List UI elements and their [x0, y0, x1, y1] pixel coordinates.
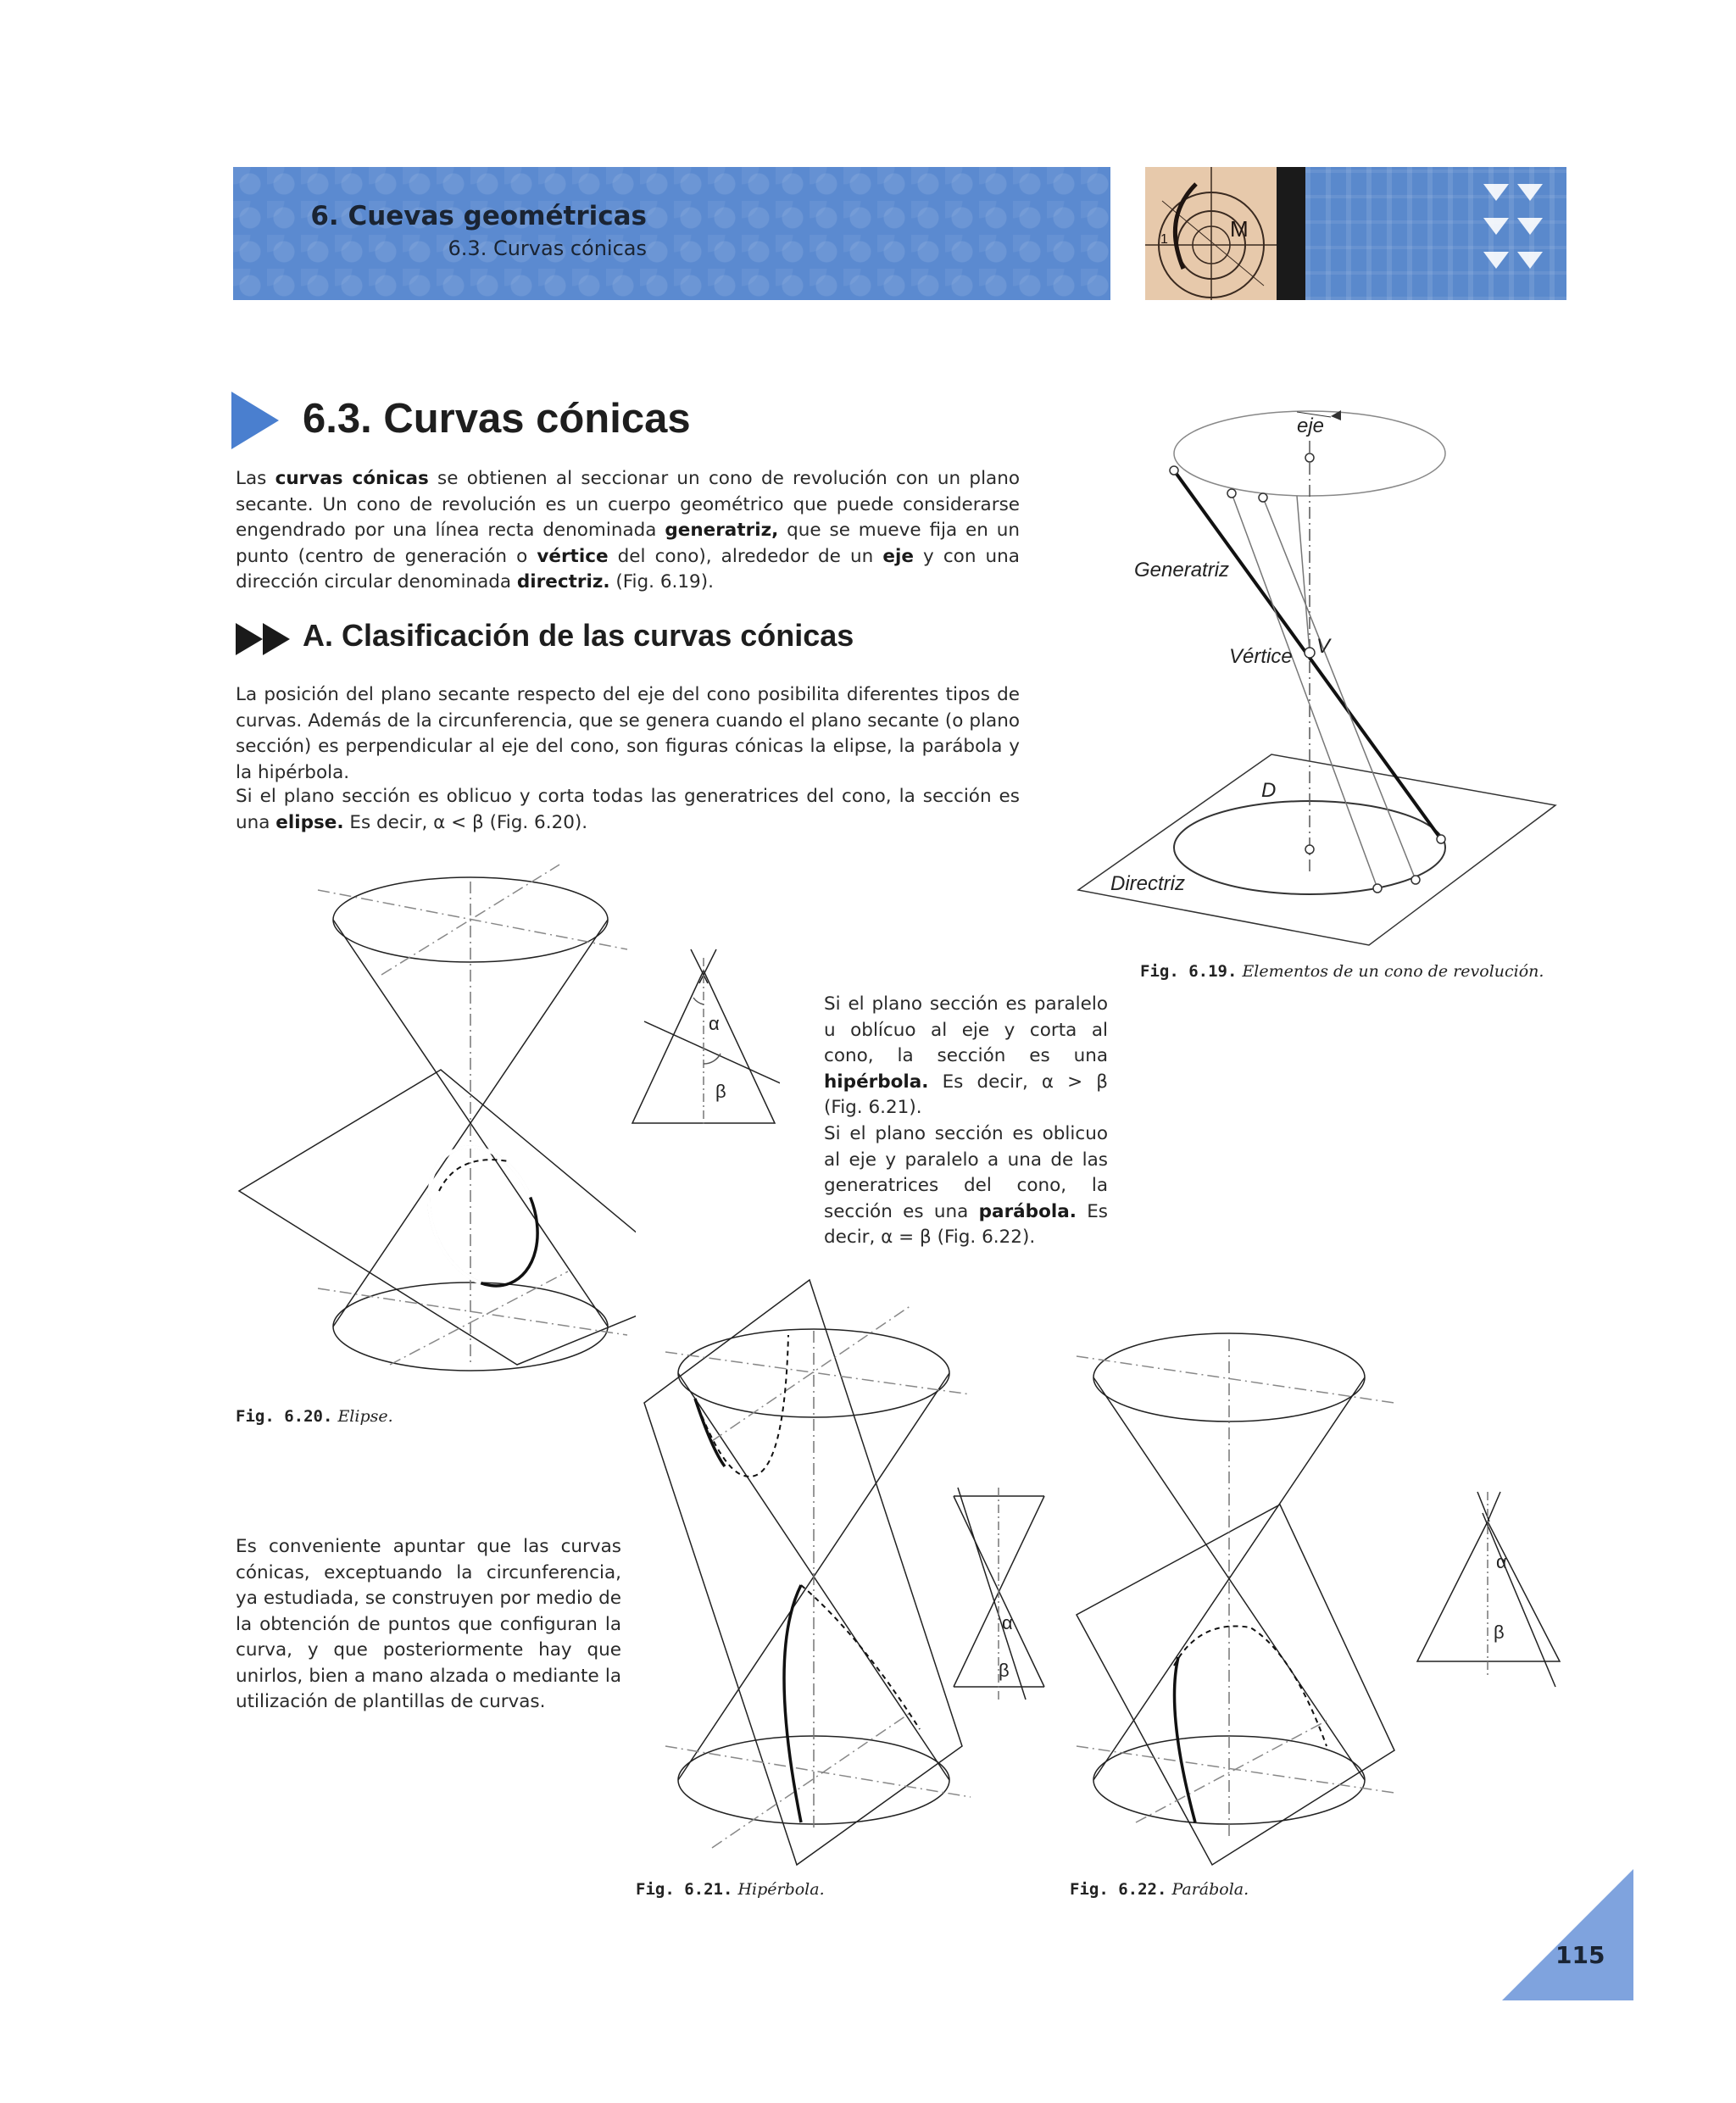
- alpha-label: α: [1496, 1551, 1507, 1572]
- caption-fig-6-19: Fig. 6.19. Elementos de un cono de revolución.: [1140, 962, 1544, 981]
- section-arrow-icon: [231, 392, 282, 449]
- caption-fig-6-20: Fig. 6.20. Elipse.: [236, 1407, 393, 1426]
- construction-paragraph: Es conveniente apuntar que las curvas cónicas, exceptuando la circunferencia, ya estudiada, se construyen por medio de la obtención de puntos que configuran la curva, y que posteriormente hay que unirlos, bien a mano alzada o mediante la utilización de plantillas de curvas.: [236, 1536, 621, 1712]
- section-subtitle: 6.3. Curvas cónicas: [448, 236, 647, 260]
- figure-6-19-cone-elements: [1051, 398, 1560, 958]
- angle-diagram-ellipse: [627, 945, 780, 1132]
- label-vertice: Vértice: [1229, 645, 1293, 668]
- intro-paragraph: Las curvas cónicas se obtienen al seccionar un cono de revolución con un plano secante. Un cono de revolución es un cuerpo geométrico que puede considerarse engendrado por una línea recta denominada generatriz, que se mueve fija en un punto (centro de generación o vértice del cono), alrededor de un eje y con una dirección circular denominada directriz. (Fig. 6.19).: [236, 468, 1020, 593]
- thumb-label-1: 1: [1160, 232, 1168, 247]
- label-v: V: [1316, 635, 1331, 658]
- alpha-label: α: [1002, 1612, 1013, 1633]
- figure-6-21-hyperbola: [640, 1271, 979, 1890]
- label-generatriz: Generatriz: [1134, 559, 1230, 581]
- classification-paragraph: La posición del plano secante respecto del eje del cono posibilita diferentes tipos de curvas. Además de la circunferencia, que se genera cuando el plano secante (o plano sección) es perpendicular al eje del cono, son figuras cónicas la elipse, la parábola y la hipérbola.: [236, 684, 1020, 783]
- page-number: 115: [1555, 1941, 1605, 1969]
- header-divider: [1277, 167, 1305, 300]
- caption-fig-6-21: Fig. 6.21. Hipérbola.: [636, 1880, 825, 1899]
- ellipse-paragraph: Si el plano sección es oblicuo y corta todas las generatrices del cono, la sección es una elipse. Es decir, α < β (Fig. 6.20).: [236, 786, 1020, 833]
- label-eje: eje: [1297, 414, 1325, 437]
- subsection-heading: A. Clasificación de las curvas cónicas: [303, 618, 854, 653]
- angle-diagram-hyperbola: [949, 1483, 1047, 1704]
- caption-fig-6-22: Fig. 6.22. Parábola.: [1070, 1880, 1249, 1899]
- beta-label: β: [1494, 1622, 1505, 1643]
- thumb-label-m: M: [1230, 216, 1249, 242]
- header-thumbnail: [1145, 167, 1277, 300]
- figure-6-20-ellipse: [229, 848, 636, 1390]
- header-band: [233, 167, 1110, 300]
- figure-6-22-parabola: [1072, 1322, 1411, 1873]
- label-d: D: [1261, 779, 1277, 802]
- parabola-paragraph: Si el plano sección es oblicuo al eje y paralelo a una de las generatrices del cono, la sección es una parábola. Es decir, α = β (Fig. 6.22).: [824, 1123, 1109, 1248]
- header-pattern: [1305, 167, 1566, 300]
- section-heading: 6.3. Curvas cónicas: [303, 396, 691, 442]
- alpha-label: α: [709, 1013, 720, 1034]
- angle-diagram-parabola: [1411, 1488, 1572, 1700]
- beta-label: β: [999, 1660, 1010, 1681]
- hyperbola-paragraph: Si el plano sección es paralelo u oblícuo al eje y corta al cono, la sección es una hipérbola. Es decir, α > β (Fig. 6.21).: [824, 993, 1108, 1118]
- beta-label: β: [715, 1081, 726, 1102]
- chapter-title: 6. Cuevas geométricas: [310, 201, 647, 231]
- page-corner-triangle: [1502, 1869, 1633, 2000]
- subsection-double-arrow-icon: [236, 623, 293, 655]
- label-directriz: Directriz: [1110, 872, 1185, 895]
